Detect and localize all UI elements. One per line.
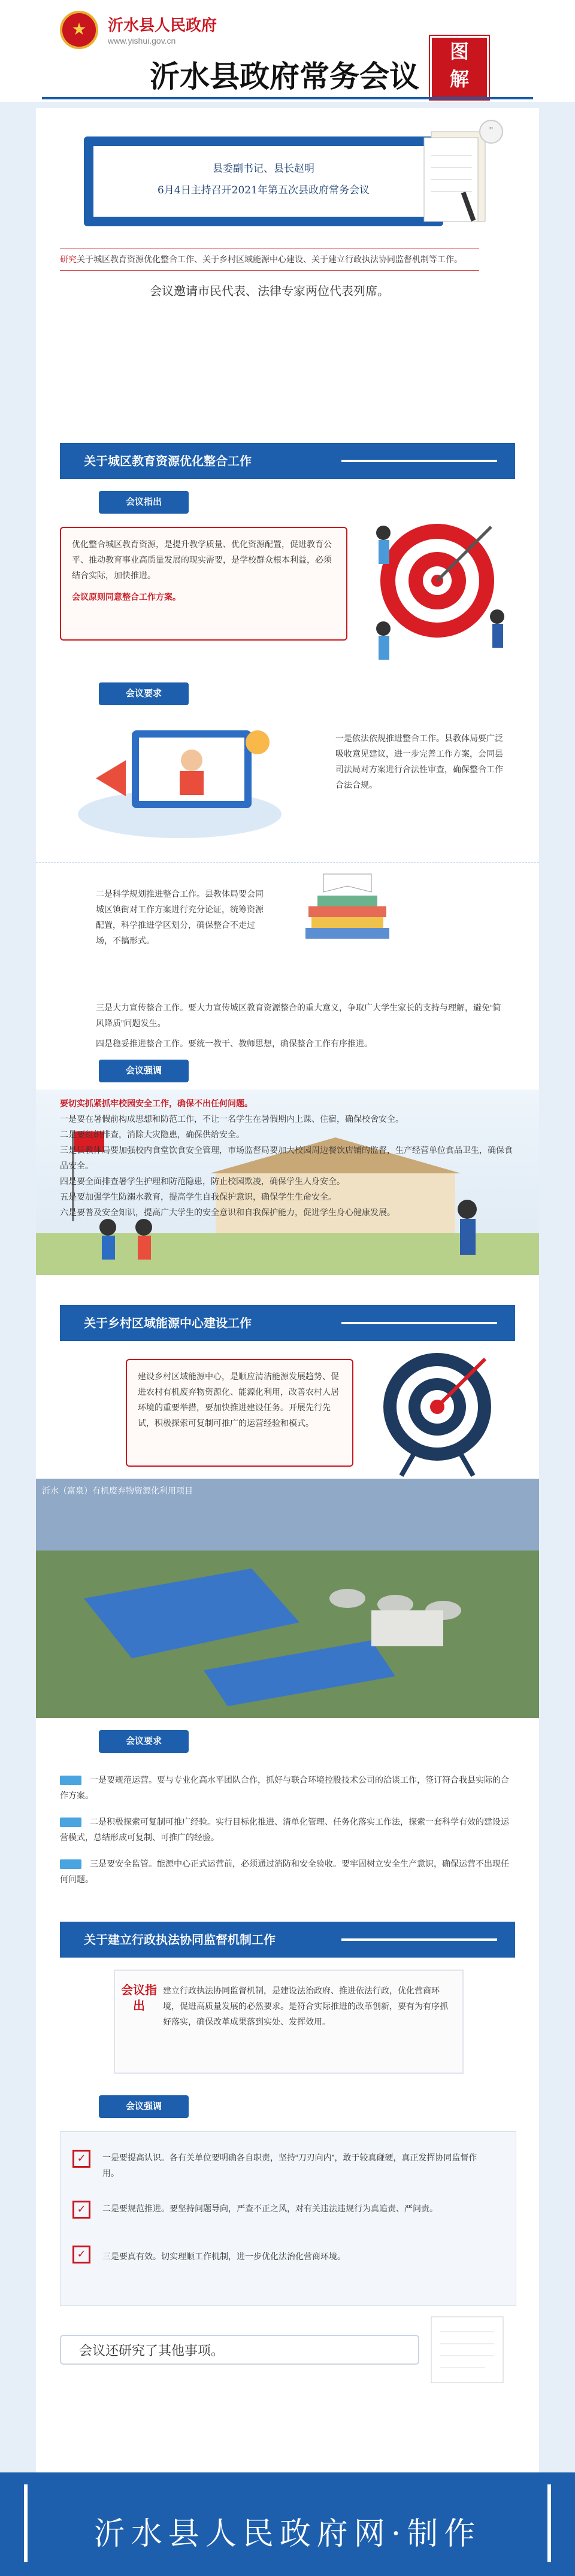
section-3-stress-1: 一是要提高认识。各有关单位要明确各自职责，坚持“刀刃向内”，敢于较真碰硬，真正发挥协同监督作用。 (102, 2153, 477, 2178)
site-url[interactable]: www.yishui.gov.cn (108, 36, 176, 45)
section-1-point-red: 会议原则同意整合工作方案。 (72, 592, 181, 602)
section-2-req-2-text: 二是积极探索可复制可推广经验。实行目标化推进、清单化管理、任务化落实工作法，探索一套科学有效的建设运营模式，总结形成可复制、可推广的经验。 (60, 1817, 509, 1842)
dartboard-icon (371, 1347, 503, 1479)
site-name[interactable]: 沂水县人民政府 (108, 17, 217, 35)
intro-prefix: 研究 (60, 254, 77, 264)
intro-line-2: 6月4日主持召开2021年第五次县政府常务会议 (158, 184, 370, 196)
national-emblem-icon (60, 11, 98, 49)
energy-project-photo (36, 1479, 539, 1718)
section-2-req-3 (60, 1856, 515, 1887)
section-2-header (60, 1305, 515, 1341)
section-1-tag-required: 会议要求 (99, 682, 189, 705)
intro-card (84, 136, 443, 226)
arrow-icon (60, 1859, 81, 1869)
intro-paragraph (60, 251, 479, 268)
footer (0, 2472, 575, 2576)
stress-item-4: 四是要全面排查暑学生护理和防范隐患，防止校园欺凌，确保学生人身安全。 (60, 1176, 345, 1186)
section-3-stress-card (60, 2131, 516, 2306)
section-1-stress-list (60, 1096, 515, 1220)
section-1-point: 优化整合城区教育资源，是提升教学质量、优化资源配置，促进教育公平、推动教育事业高质量发展的现实需要，是学校群众根本利益，必须结合实际，加快推进。 (72, 539, 332, 580)
checkbox-icon: ✓ (72, 2246, 90, 2264)
intro-line-1: 县委副书记、县长赵明 (213, 163, 314, 175)
arrow-icon (60, 1818, 81, 1827)
document-icon (419, 2311, 515, 2389)
section-2-req-2 (60, 1814, 515, 1845)
section-2-req-1 (60, 1772, 515, 1803)
intro-invite: 会议邀请市民代表、法律专家两位代表列席。 (150, 285, 389, 298)
section-2-point-card (126, 1359, 353, 1467)
checkbox-icon: ✓ (72, 2201, 90, 2219)
section-1-req-3: 三是大力宣传整合工作。要大力宣传城区教育资源整合的重大意义，争取广大学生家长的支持与理解，避免“简风降质”问题发生。 (96, 1003, 501, 1028)
section-1-point-card (60, 527, 347, 641)
main-content (36, 108, 539, 2472)
section-3-vertical-tag: 会议指出 (121, 1984, 157, 2013)
section-1-tag-pointed: 会议指出 (99, 491, 189, 514)
section-3-stress-3: 三是要真有效。切实理顺工作机制，进一步优化法治化营商环境。 (102, 2252, 346, 2261)
arrow-icon (60, 1776, 81, 1785)
section-3-title: 关于建立行政执法协同监督机制工作 (84, 1932, 276, 1947)
stress-item-5: 五是要加强学生防溺水教育，提高学生自我保护意识，确保学生生命安全。 (60, 1192, 337, 1201)
online-education-illustration (72, 706, 288, 844)
section-1-header (60, 443, 515, 479)
stress-item-6: 六是要普及安全知识，提高广大学生的安全意识和自我保护能力，促进学生身心健康发展。 (60, 1207, 395, 1217)
section-1-req-2: 二是科学规划推进整合工作。县教体局要会同城区镇街对工作方案进行充分论证，统筹资源配置，科学推进学区划分，确保整合不走过场，不搞形式。 (96, 889, 264, 945)
section-2-point: 建设乡村区域能源中心，是顺应清洁能源发展趋势、促进农村有机废弃物资源化、能源化利用，改善农村人居环境的重要举措，要加快推进建设任务。开展先行先试，积极探索可复制可推广的运营经验和模式。 (138, 1372, 339, 1428)
target-people-illustration (347, 491, 527, 670)
section-1-req-1: 一是依法依规推进整合工作。县教体局要广泛吸收意见建议，进一步完善工作方案，会同县司法局对方案进行合法性审查，确保整合工作合法合规。 (335, 733, 503, 790)
section-3-point: 建立行政执法协同监督机制，是建设法治政府、推进依法行政，优化营商环境，促进高质量发展的必然要求。是符合实际推进的改革创新，要有为有序抓好落实，确保改革成果落到实处、发挥效用。 (163, 1986, 448, 2026)
section-1-req-4: 四是稳妥推进整合工作。要统一教干、教师思想，确保整合工作有序推进。 (96, 1039, 373, 1048)
section-1-title: 关于城区教育资源优化整合工作 (84, 454, 252, 468)
tujie-badge (430, 36, 489, 99)
page-title: 沂水县政府常务会议 (150, 59, 419, 94)
badge-char-2: 解 (449, 68, 469, 90)
stress-item-3: 三是县教体局要加强校内食堂饮食安全管理，市场监督局要加大校园周边餐饮店铺的监督，生产经营单位食品卫生，确保食品安全。 (60, 1145, 513, 1170)
quote-icon: " (479, 120, 503, 144)
section-2-tag-required: 会议要求 (99, 1730, 189, 1753)
section-3-stress-2: 二是要规范推进。要坚持问题导向，严查不正之风，对有关违法违规行为真追责、严问责。 (102, 2204, 438, 2213)
intro-bottom-rule (60, 270, 479, 271)
section-2-title: 关于乡村区域能源中心建设工作 (84, 1316, 252, 1330)
stress-item-1: 一是要在暑假前构成思想和防范工作，不让一名学生在暑假期内上课、住宿，确保校舍安全。 (60, 1114, 404, 1124)
section-2-req-1-text: 一是要规范运营。要与专业化高水平团队合作，抓好与联合环境控股技术公司的洽谈工作，签订符合我县实际的合作方案。 (60, 1775, 509, 1800)
intro-text (60, 245, 479, 299)
intro-paragraph-body: 关于城区教育资源优化整合工作、关于乡村区域能源中心建设、关于建立行政执法协同监督机制等工作。 (77, 254, 462, 264)
section-3-point-card (114, 1970, 464, 2074)
checkbox-icon: ✓ (72, 2150, 90, 2168)
closing-note: 会议还研究了其他事项。 (60, 2335, 419, 2365)
badge-char-1: 图 (449, 40, 469, 63)
photo-caption: 沂水（富泉）有机废弃物资源化利用项目 (42, 1486, 193, 1495)
school-safety-banner (36, 1090, 539, 1275)
header-divider (42, 97, 533, 99)
footer-credit: 沂水县人民政府网·制作 (93, 2516, 482, 2552)
section-3-header (60, 1922, 515, 1958)
section-3-tag-stressed: 会议强调 (99, 2095, 189, 2118)
section-2-req-3-text: 三是要安全监管。能源中心正式运营前，必须通过消防和安全验收。要牢固树立安全生产意识，确保运营不出现任何问题。 (60, 1859, 509, 1884)
header (0, 0, 575, 102)
section-1-tag-stressed: 会议强调 (99, 1060, 189, 1082)
aerial-photo-illustration (36, 1479, 539, 1718)
books-illustration (288, 862, 407, 958)
stress-item-2: 二是要组织排查，消除大灾隐患，确保供给安全。 (60, 1130, 244, 1139)
section-1-stress-red: 要切实抓紧抓牢校园安全工作，确保不出任何问题。 (60, 1099, 253, 1108)
